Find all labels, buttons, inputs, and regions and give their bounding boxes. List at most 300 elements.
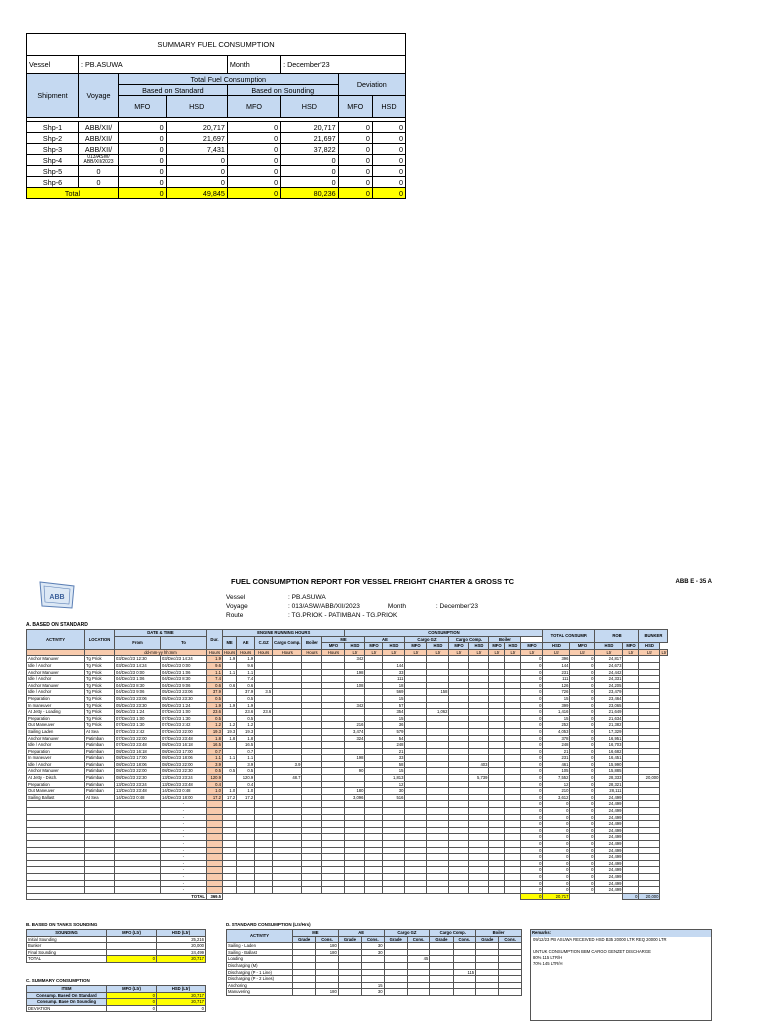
zero-cell: 0 (570, 801, 595, 808)
report-cell: 3.9 (273, 761, 302, 768)
shipment-cell: Shp-2 (27, 133, 79, 144)
ltr-unit: Ltr (543, 649, 570, 656)
report-cell (365, 821, 383, 828)
report-cell: 111 (383, 676, 405, 683)
report-cell (449, 748, 469, 755)
report-cell: 13/Dec/23 23:24 (161, 775, 207, 782)
report-cell (85, 834, 115, 841)
grade-header: Grade (476, 936, 499, 943)
report-cell (365, 748, 383, 755)
report-cell (322, 722, 345, 729)
report-cell (405, 656, 427, 663)
report-cell: Tg Priok (85, 656, 115, 663)
to-cell: - (161, 847, 207, 854)
report-cell: Tg Priok (85, 695, 115, 702)
report-cell (639, 715, 660, 722)
report-cell (623, 880, 639, 887)
report-cell (623, 794, 639, 801)
zero-cell: 0 (521, 867, 543, 874)
report-cell: 58 (383, 761, 405, 768)
report-cell: 05/Dec/23 23:30 (115, 702, 161, 709)
ltr-unit: Ltr (365, 649, 383, 656)
activity-cell: Anchor Manuver (27, 768, 85, 775)
report-cell (505, 709, 521, 716)
report-cell: 08/Dec/23 22:00 (161, 761, 207, 768)
report-cell (405, 682, 427, 689)
sounding-cell: Bunker (27, 943, 107, 950)
report-cell: 0 (570, 695, 595, 702)
std-cell (362, 956, 385, 963)
report-cell (489, 873, 505, 880)
report-cell (255, 827, 273, 834)
report-cell (623, 748, 639, 755)
report-cell: 0 (521, 781, 543, 788)
report-cell: 248 (543, 742, 570, 749)
report-cell (322, 808, 345, 815)
report-cell (322, 867, 345, 874)
summary-c-cell: 0 (107, 999, 157, 1006)
report-cell (273, 702, 302, 709)
total-duration: 369.5 (207, 893, 223, 900)
std-cell (293, 943, 316, 950)
std-row (227, 969, 522, 976)
report-cell (322, 854, 345, 861)
report-cell: 120.9 (207, 775, 223, 782)
std-row (227, 976, 522, 983)
report-cell (345, 781, 365, 788)
std-cell (384, 962, 407, 969)
report-cell: 0.6 (237, 682, 255, 689)
ae-header: AE (338, 930, 384, 937)
report-cell: 3,612 (543, 794, 570, 801)
report-cell: 0 (570, 662, 595, 669)
report-cell (302, 715, 322, 722)
std-row (227, 982, 522, 989)
zero-cell: 0 (570, 867, 595, 874)
report-cell (365, 847, 383, 854)
report-cell: 17.2 (207, 794, 223, 801)
report-cell (302, 676, 322, 683)
report-cell (345, 801, 365, 808)
value-cell: 21,697 (166, 133, 227, 144)
report-cell: 0 (521, 662, 543, 669)
report-cell (237, 880, 255, 887)
ae-header: AE (365, 636, 405, 643)
report-cell (255, 656, 273, 663)
report-cell (623, 755, 639, 762)
report-cell (623, 768, 639, 775)
mfo-header: MFO (119, 96, 167, 118)
std-cell (499, 969, 522, 976)
value-cell: 0 (281, 166, 339, 177)
std-cell (384, 943, 407, 950)
report-cell (302, 728, 322, 735)
report-cell (302, 827, 322, 834)
ltr-unit: Ltr (427, 649, 449, 656)
report-cell (273, 827, 302, 834)
mfo-header: MFO (405, 643, 427, 650)
std-cell (407, 989, 430, 996)
report-cell (273, 801, 302, 808)
ltr-unit: Ltr (570, 649, 595, 656)
hsd-header: HSD (427, 643, 449, 650)
value-cell: 0 (119, 144, 167, 155)
report-cell (449, 867, 469, 874)
sounding-cell (107, 936, 157, 943)
zero-cell: 0 (521, 873, 543, 880)
report-cell: 579 (383, 728, 405, 735)
zero-cell: 0 (543, 801, 570, 808)
report-cell: 23.6 (237, 709, 255, 716)
report-cell (115, 808, 161, 815)
rob-cell: 24,499 (595, 847, 623, 854)
zero-cell: 0 (521, 814, 543, 821)
std-cell (430, 949, 453, 956)
std-cell (293, 956, 316, 963)
report-cell: 1.9 (207, 702, 223, 709)
report-cell (489, 715, 505, 722)
report-cell (405, 748, 427, 755)
activity-cell: Anchor Manuver (27, 682, 85, 689)
report-cell: 0 (521, 794, 543, 801)
report-cell (469, 662, 489, 669)
std-cell: Discharging (P - 1 Line) (227, 969, 293, 976)
report-cell: 0 (570, 702, 595, 709)
report-cell (639, 682, 660, 689)
report-cell: 1.9 (237, 702, 255, 709)
report-cell (505, 860, 521, 867)
ltr-unit: Ltr (505, 649, 521, 656)
report-cell: 0 (521, 676, 543, 683)
report-cell (505, 755, 521, 762)
report-cell (623, 834, 639, 841)
section-d-title: D. STANDARD CONSUMPTION (Ltr/Hrs) (226, 922, 311, 927)
mfo-header: MFO (322, 643, 345, 650)
report-cell (322, 847, 345, 854)
report-cell: 03/Dec/23 12:30 (115, 656, 161, 663)
report-cell (405, 742, 427, 749)
summary-c-row (27, 992, 206, 999)
report-cell (449, 794, 469, 801)
report-cell: 28,333 (595, 775, 623, 782)
report-cell (505, 689, 521, 696)
report-cell (449, 847, 469, 854)
report-cell: 0 (570, 715, 595, 722)
report-cell (449, 854, 469, 861)
report-cell: 1.1 (207, 755, 223, 762)
value-cell: 0 (119, 155, 167, 166)
report-cell (273, 682, 302, 689)
report-cell: 0.5 (237, 715, 255, 722)
std-cell (499, 989, 522, 996)
report-cell (237, 814, 255, 821)
report-cell (489, 748, 505, 755)
report-cell: 0.6 (223, 682, 237, 689)
report-cell: 0.7 (237, 748, 255, 755)
report-row-empty (27, 860, 668, 867)
report-cell (237, 847, 255, 854)
total-value: 0 (119, 188, 167, 199)
report-cell: 57 (383, 702, 405, 709)
report-cell (427, 735, 449, 742)
report-cell (623, 722, 639, 729)
report-cell (255, 860, 273, 867)
std-cell: 115 (453, 969, 476, 976)
report-cell (469, 728, 489, 735)
report-cell (255, 702, 273, 709)
report-cell (469, 735, 489, 742)
report-cell: 14/Dec/23 18:00 (161, 794, 207, 801)
zero-cell: 0 (543, 834, 570, 841)
rob-cell: 24,499 (595, 827, 623, 834)
report-cell (27, 801, 85, 808)
report-cell (255, 761, 273, 768)
zero-cell: 0 (521, 834, 543, 841)
to-header: To (161, 636, 207, 649)
value-cell: 0 (281, 177, 339, 188)
fuel-report (26, 570, 712, 1024)
report-cell (322, 695, 345, 702)
me-header: ME (322, 636, 365, 643)
zero-cell: 0 (543, 827, 570, 834)
report-cell (383, 834, 405, 841)
based-sounding-header: Based on Sounding (227, 85, 338, 96)
report-cell (223, 676, 237, 683)
report-cell (255, 880, 273, 887)
activity-cell: In maneuver (27, 702, 85, 709)
report-cell: 07/Dec/23 2:42 (115, 728, 161, 735)
sounding-table (26, 929, 206, 963)
activity-cell: Anchor Manuver (27, 735, 85, 742)
report-cell (365, 722, 383, 729)
report-cell (27, 887, 85, 894)
report-cell (639, 808, 660, 815)
report-cell: 24,673 (595, 662, 623, 669)
report-cell (255, 781, 273, 788)
report-cell (273, 880, 302, 887)
report-cell (255, 728, 273, 735)
report-cell: 33 (383, 755, 405, 762)
cons-header: Cons. (453, 936, 476, 943)
report-cell (365, 775, 383, 782)
report-cell (345, 860, 365, 867)
std-cell (499, 962, 522, 969)
report-cell (322, 676, 345, 683)
report-cell (505, 821, 521, 828)
report-cell: 24,817 (595, 656, 623, 663)
zero-cell: 0 (570, 841, 595, 848)
report-cell (223, 873, 237, 880)
report-cell (505, 808, 521, 815)
value-cell: 0 (227, 122, 280, 133)
report-cell (273, 735, 302, 742)
report-cell: 04/Dec/23 9:06 (115, 689, 161, 696)
boiler-header: Boiler (476, 930, 522, 937)
activity-cell: Sailing Ballast (27, 794, 85, 801)
report-cell (115, 814, 161, 821)
zero-cell: 0 (521, 880, 543, 887)
report-cell (237, 834, 255, 841)
report-cell (302, 695, 322, 702)
std-cell (316, 962, 339, 969)
std-cell (453, 943, 476, 950)
report-cell: 0 (521, 682, 543, 689)
report-cell (639, 821, 660, 828)
total-hsd: 20,717 (543, 893, 570, 900)
report-cell: 1.1 (207, 669, 223, 676)
zero-cell: 0 (543, 847, 570, 854)
report-cell (322, 682, 345, 689)
report-cell: 06/Dec/23 1:24 (115, 709, 161, 716)
report-cell (427, 676, 449, 683)
sounding-cell: 25,216 (157, 936, 206, 943)
report-cell (469, 682, 489, 689)
report-cell (302, 814, 322, 821)
report-cell (639, 880, 660, 887)
report-cell (623, 695, 639, 702)
report-row (27, 662, 668, 669)
report-cell: 1.9 (237, 656, 255, 663)
report-row-empty (27, 821, 668, 828)
report-cell (207, 808, 223, 815)
vessel-value: : PB.ASUWA (79, 56, 228, 74)
sounding-cell: TOTAL (27, 956, 107, 963)
report-cell (639, 709, 660, 716)
activity-cell: Sailing Laden (27, 728, 85, 735)
total-value: 0 (372, 188, 405, 199)
report-cell: 04/Dec/23 1:06 (115, 676, 161, 683)
zero-cell: 0 (570, 808, 595, 815)
report-cell (449, 695, 469, 702)
report-cell: 7,552 (543, 775, 570, 782)
report-cell: Tg Priok (85, 682, 115, 689)
zero-cell: 0 (543, 814, 570, 821)
summary-c-cell: 0 (107, 1005, 157, 1012)
report-cell (405, 775, 427, 782)
value-cell: 0 (372, 133, 405, 144)
report-cell (405, 801, 427, 808)
value-cell: 0 (372, 177, 405, 188)
summary-c-cell: 0 (157, 1005, 206, 1012)
report-cell (322, 827, 345, 834)
zero-cell: 0 (543, 854, 570, 861)
std-cell (293, 949, 316, 956)
std-cell (476, 976, 499, 983)
std-cell (293, 976, 316, 983)
activity-cell: Preparation (27, 781, 85, 788)
report-cell: 0 (521, 689, 543, 696)
report-cell: 04/Dec/23 0:00 (161, 662, 207, 669)
report-cell (427, 656, 449, 663)
report-cell (322, 834, 345, 841)
report-cell (639, 854, 660, 861)
sounding-cell (107, 943, 157, 950)
report-cell: 19.3 (237, 728, 255, 735)
report-cell (273, 854, 302, 861)
report-cell (255, 873, 273, 880)
report-cell (489, 794, 505, 801)
report-cell (255, 854, 273, 861)
report-cell (273, 656, 302, 663)
report-cell (345, 873, 365, 880)
summary-title: SUMMARY FUEL CONSUMPTION (27, 34, 406, 56)
report-cell (322, 873, 345, 880)
report-cell (505, 794, 521, 801)
report-cell (639, 834, 660, 841)
hsd-header: HSD (543, 643, 570, 650)
report-cell (505, 873, 521, 880)
report-cell: 13/Dec/23 23:24 (115, 781, 161, 788)
to-cell: - (161, 873, 207, 880)
sounding-cell: 20,000 (157, 943, 206, 950)
report-cell (449, 781, 469, 788)
report-cell (405, 689, 427, 696)
report-cell (427, 775, 449, 782)
report-cell (302, 682, 322, 689)
report-cell (449, 887, 469, 894)
report-cell (302, 748, 322, 755)
ltr-unit: Ltr (489, 649, 505, 656)
report-cell (85, 821, 115, 828)
value-cell: 20,717 (166, 122, 227, 133)
report-cell (27, 880, 85, 887)
report-cell (383, 841, 405, 848)
zero-cell: 0 (570, 821, 595, 828)
report-cell (449, 715, 469, 722)
report-cell: 1,062 (427, 709, 449, 716)
report-cell (639, 873, 660, 880)
std-cell (384, 982, 407, 989)
date-time-header: DATE & TIME (115, 630, 207, 637)
report-cell (255, 722, 273, 729)
activity-cell: Preparation (27, 715, 85, 722)
std-cell: 30 (362, 949, 385, 956)
report-cell (207, 801, 223, 808)
report-cell (489, 781, 505, 788)
report-cell (383, 827, 405, 834)
report-cell (383, 887, 405, 894)
report-cell (223, 748, 237, 755)
std-cell: 180 (316, 989, 339, 996)
rob-cell: 24,499 (595, 880, 623, 887)
report-cell (427, 748, 449, 755)
report-cell (383, 873, 405, 880)
report-cell (223, 801, 237, 808)
report-cell: 16,951 (595, 735, 623, 742)
report-cell (255, 814, 273, 821)
std-cell (499, 949, 522, 956)
report-cell (449, 682, 469, 689)
report-cell (85, 808, 115, 815)
report-cell (469, 854, 489, 861)
report-cell (322, 821, 345, 828)
sounding-header: SOUNDING (27, 930, 107, 937)
zero-cell: 0 (521, 860, 543, 867)
report-cell (255, 682, 273, 689)
report-cell (345, 676, 365, 683)
report-cell (427, 841, 449, 848)
report-cell: 158 (427, 689, 449, 696)
report-cell (639, 768, 660, 775)
report-cell (223, 689, 237, 696)
report-cell (365, 669, 383, 676)
std-cell (430, 969, 453, 976)
std-cell: 30 (362, 989, 385, 996)
report-cell (223, 781, 237, 788)
report-cell: 21 (383, 748, 405, 755)
report-cell (302, 662, 322, 669)
mfo-header: MFO (623, 643, 639, 650)
